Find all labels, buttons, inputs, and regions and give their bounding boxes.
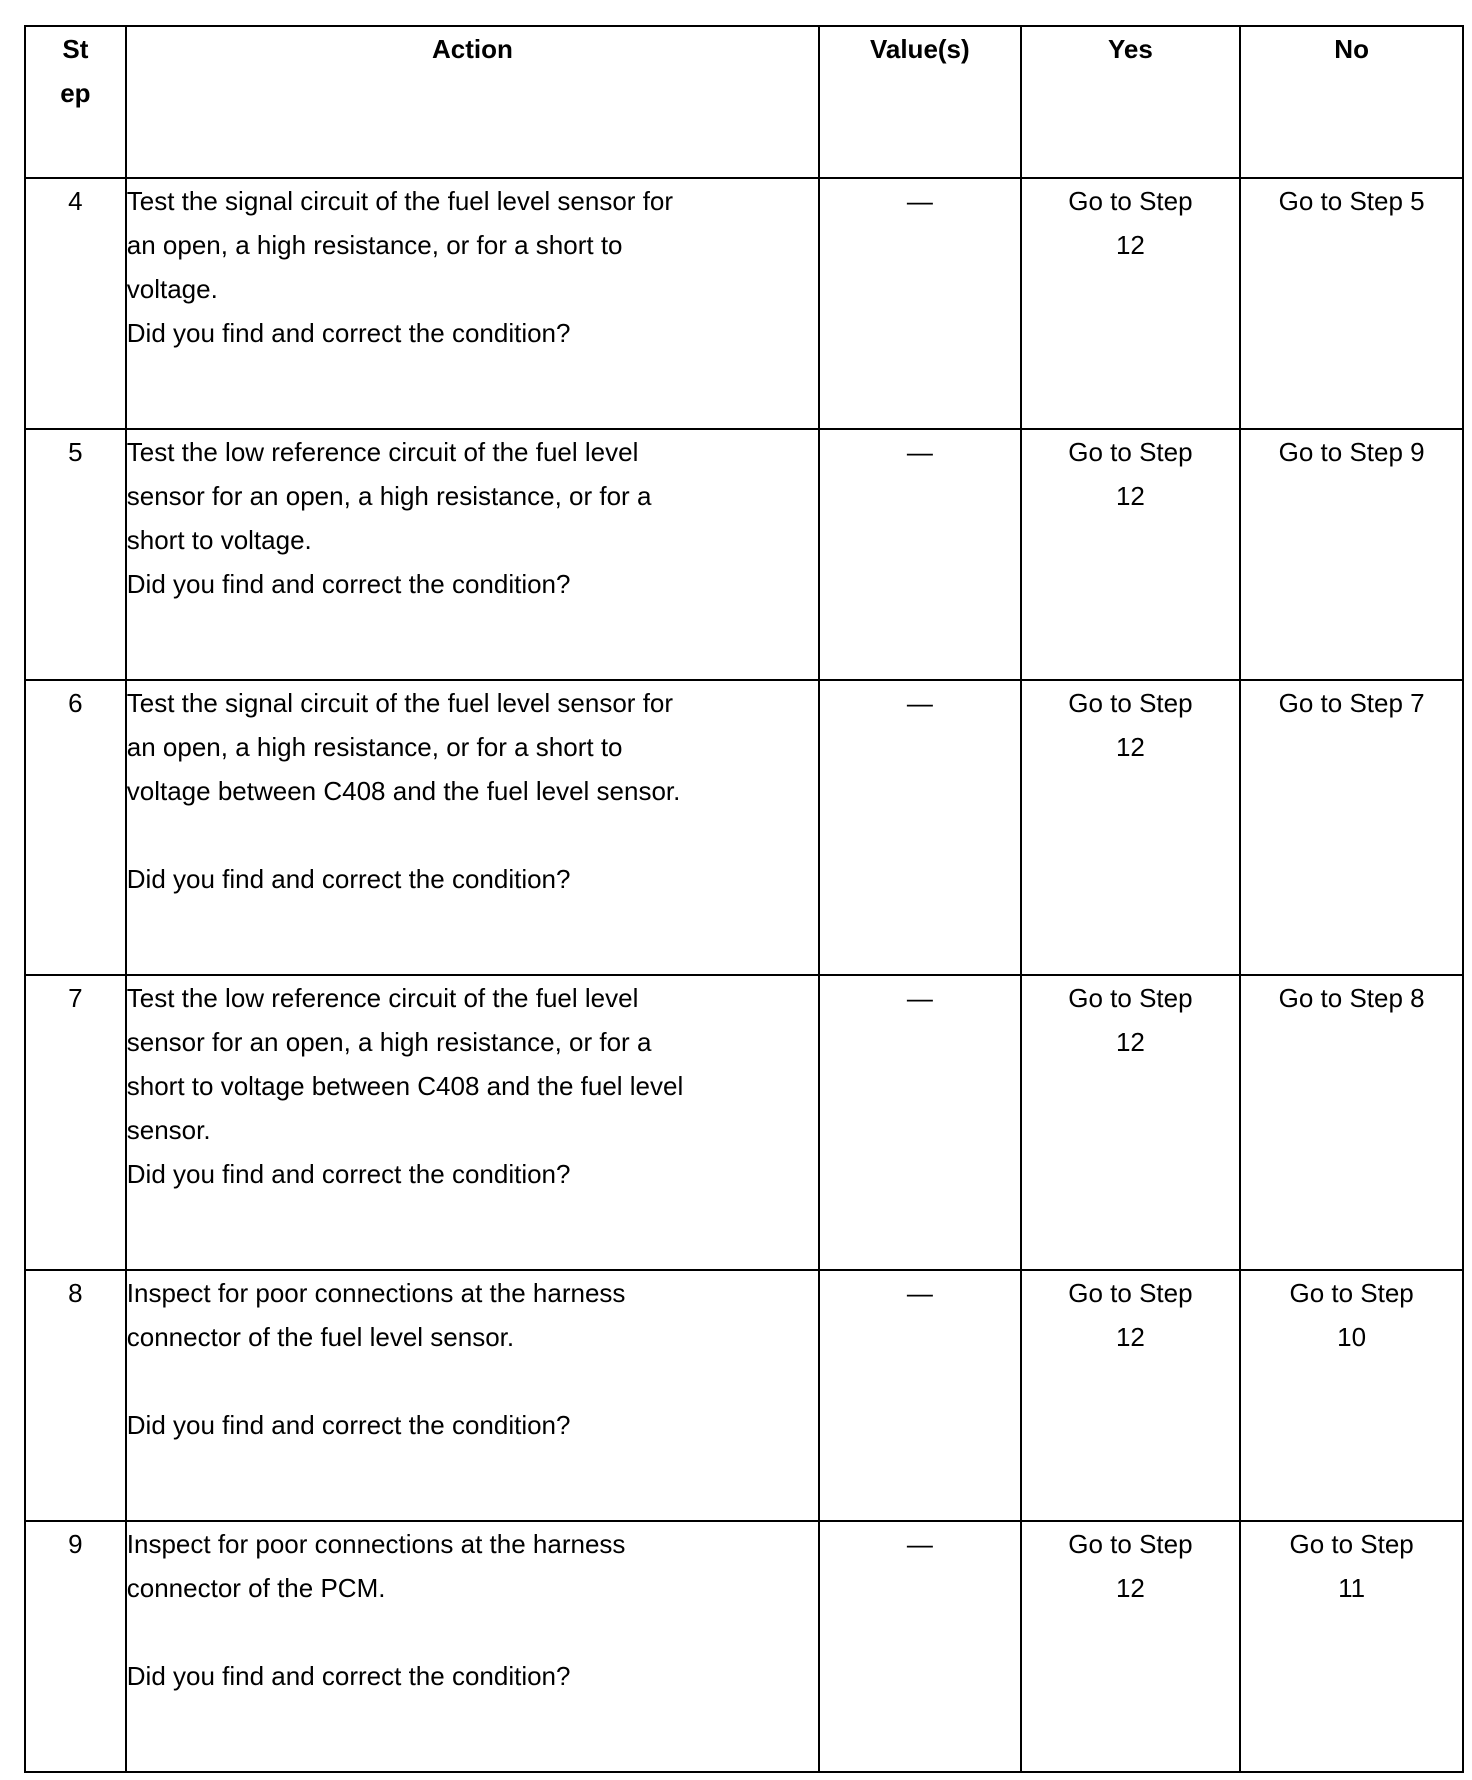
action-cell (126, 1270, 819, 1521)
spacer (127, 1359, 818, 1403)
step-number: 9 (25, 1521, 126, 1772)
no-cell (1240, 1521, 1463, 1772)
value-cell: — (819, 1270, 1021, 1521)
action-line: Test the low reference circuit of the fuel level (126, 983, 639, 1013)
no-cell (1240, 975, 1463, 1270)
table-row (25, 429, 1463, 680)
action-line: connector of the PCM. (126, 1573, 386, 1603)
value-cell: — (819, 429, 1021, 680)
action-cell (126, 975, 819, 1270)
spacer (127, 1610, 818, 1654)
action-line: voltage. (126, 274, 218, 304)
no-line1: Go to Step 9 (1278, 437, 1425, 467)
no-cell (1240, 178, 1463, 429)
yes-line2: 12 (1115, 1322, 1145, 1352)
no-line1: Go to Step 8 (1278, 983, 1425, 1013)
diagnostic-table (24, 25, 1464, 1773)
action-line: Test the low reference circuit of the fuel level (126, 437, 639, 467)
action-question: Did you find and correct the condition? (126, 1661, 571, 1691)
action-line: Inspect for poor connections at the harness (126, 1529, 626, 1559)
value-cell: — (819, 1521, 1021, 1772)
yes-cell (1021, 429, 1241, 680)
yes-line1: Go to Step (1068, 1529, 1193, 1559)
action-question: Did you find and correct the condition? (126, 1410, 571, 1440)
no-line1: Go to Step (1289, 1278, 1414, 1308)
yes-line2: 12 (1115, 481, 1145, 511)
yes-line2: 12 (1115, 732, 1145, 762)
no-line1: Go to Step 7 (1278, 688, 1425, 718)
step-number: 7 (25, 975, 126, 1270)
no-cell (1240, 1270, 1463, 1521)
table-row (25, 975, 1463, 1270)
table-row (25, 1270, 1463, 1521)
header-step-line2: ep (60, 78, 91, 108)
yes-cell (1021, 178, 1241, 429)
spacer (127, 813, 818, 857)
no-line2: 10 (1337, 1322, 1367, 1352)
no-line1: Go to Step (1289, 1529, 1414, 1559)
header-row (25, 26, 1463, 178)
yes-line1: Go to Step (1068, 983, 1193, 1013)
action-cell (126, 680, 819, 975)
header-yes: Yes (1021, 26, 1241, 178)
yes-line1: Go to Step (1068, 437, 1193, 467)
yes-line2: 12 (1115, 230, 1145, 260)
action-question: Did you find and correct the condition? (126, 864, 571, 894)
yes-line1: Go to Step (1068, 186, 1193, 216)
action-line: Test the signal circuit of the fuel level sensor for (126, 186, 674, 216)
no-line2: 11 (1338, 1573, 1366, 1603)
no-cell (1240, 680, 1463, 975)
no-cell (1240, 429, 1463, 680)
action-cell (126, 1521, 819, 1772)
header-no: No (1240, 26, 1463, 178)
action-question: Did you find and correct the condition? (126, 569, 571, 599)
no-line1: Go to Step 5 (1278, 186, 1425, 216)
action-cell (126, 178, 819, 429)
action-line: sensor. (126, 1115, 211, 1145)
step-number: 8 (25, 1270, 126, 1521)
action-cell (126, 429, 819, 680)
yes-cell (1021, 1521, 1241, 1772)
action-line: an open, a high resistance, or for a short to (126, 732, 623, 762)
header-step-line1: St (62, 34, 89, 64)
action-line: connector of the fuel level sensor. (126, 1322, 515, 1352)
step-number: 6 (25, 680, 126, 975)
yes-cell (1021, 1270, 1241, 1521)
action-line: short to voltage. (126, 525, 312, 555)
action-line: sensor for an open, a high resistance, or for a (126, 1027, 652, 1057)
yes-line2: 12 (1115, 1573, 1145, 1603)
action-line: sensor for an open, a high resistance, or for a (126, 481, 652, 511)
header-values: Value(s) (819, 26, 1021, 178)
action-line: voltage between C408 and the fuel level sensor. (126, 776, 681, 806)
table-row (25, 178, 1463, 429)
yes-cell (1021, 975, 1241, 1270)
header-step (25, 26, 126, 178)
value-cell: — (819, 680, 1021, 975)
header-action: Action (126, 26, 819, 178)
value-cell: — (819, 975, 1021, 1270)
step-number: 5 (25, 429, 126, 680)
action-line: Inspect for poor connections at the harness (126, 1278, 626, 1308)
yes-line1: Go to Step (1068, 1278, 1193, 1308)
action-question: Did you find and correct the condition? (126, 1159, 571, 1189)
yes-line2: 12 (1115, 1027, 1145, 1057)
table-row (25, 680, 1463, 975)
step-number: 4 (25, 178, 126, 429)
action-question: Did you find and correct the condition? (126, 318, 571, 348)
yes-cell (1021, 680, 1241, 975)
value-cell: — (819, 178, 1021, 429)
table-row (25, 1521, 1463, 1772)
yes-line1: Go to Step (1068, 688, 1193, 718)
action-line: short to voltage between C408 and the fuel level (126, 1071, 684, 1101)
action-line: an open, a high resistance, or for a short to (126, 230, 623, 260)
action-line: Test the signal circuit of the fuel level sensor for (126, 688, 674, 718)
